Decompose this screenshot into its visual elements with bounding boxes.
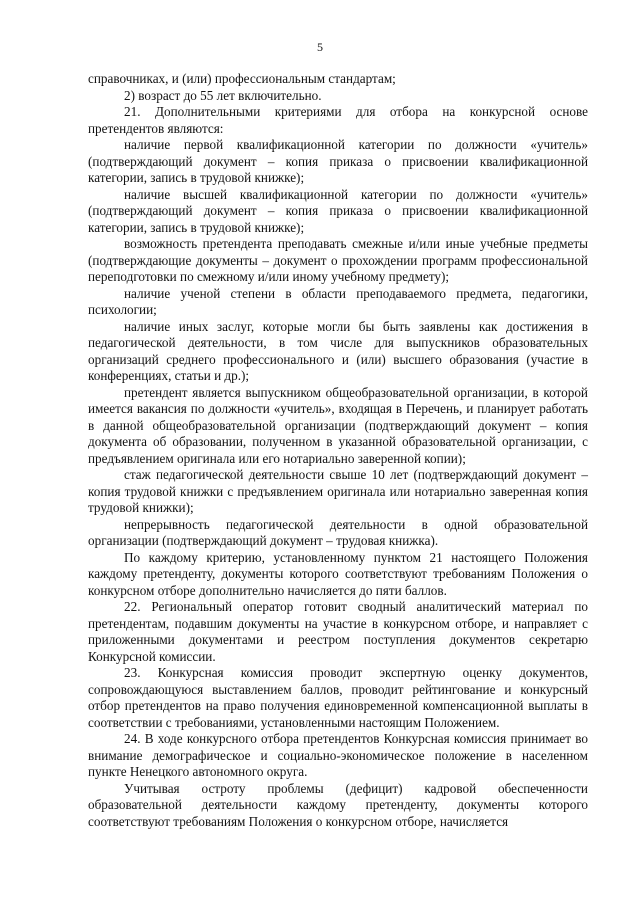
paragraph: По каждому критерию, установленному пунктом 21 настоящего Положения каждому претенденту, документы которого соответствуют требованиям Положения о конкурсном отборе дополнительно начисляется до пяти баллов.	[88, 549, 588, 598]
paragraph: непрерывность педагогической деятельности в одной образовательной организации (подтверждающий документ – трудовая книжка).	[88, 516, 588, 548]
document-body	[88, 71, 588, 830]
paragraph: 24. В ходе конкурсного отбора претендентов Конкурсная комиссия принимает во внимание демографическое и социально-экономическое положение в населенном пункте Ненецкого автономного округа.	[88, 731, 588, 779]
paragraph: наличие ученой степени в области преподаваемого предмета, педагогики, психологии;	[88, 285, 588, 317]
paragraph: справочниках, и (или) профессиональным стандартам;	[88, 71, 396, 86]
paragraph: наличие иных заслуг, которые могли бы быть заявлены как достижения в педагогической деятельности, в том числе для выпускников образовательных организаций среднего профессионального и (или) высшего образования (участие в конференциях, статьи и др.);	[88, 318, 588, 383]
paragraph: наличие высшей квалификационной категории по должности «учитель» (подтверждающий документ – копия приказа о присвоении квалификационной категории, запись в трудовой книжке);	[88, 186, 588, 235]
paragraph: стаж педагогической деятельности свыше 10 лет (подтверждающий документ – копия трудовой книжки с предъявлением оригинала или нотариально заверенная копия трудовой книжки);	[88, 467, 588, 515]
paragraph: 23. Конкурсная комиссия проводит экспертную оценку документов, сопровождающуюся выставлением баллов, проводит рейтингование и конкурсный отбор претендентов на право получения единовременной компенсационной выплаты в соответствии с требованиями, установленными настоящим Положением.	[88, 665, 588, 730]
paragraph: наличие первой квалификационной категории по должности «учитель» (подтверждающий документ – копия приказа о присвоении квалификационной категории, запись в трудовой книжке);	[88, 137, 588, 185]
paragraph: 22. Региональный оператор готовит сводный аналитический материал по претендентам, подавшим документы на участие в конкурсном отборе, и направляет с приложенными документами и реестром поступления документов секретарю Конкурсной комиссии.	[88, 599, 588, 664]
paragraph: Учитывая остроту проблемы (дефицит) кадровой обеспеченности образовательной деятельности каждому претенденту, документы которого соответствуют требованиям Положения о конкурсном отборе, начисляется	[88, 780, 588, 829]
page-number: 5	[317, 40, 323, 54]
paragraph: 21. Дополнительными критериями для отбора на конкурсной основе претендентов являются:	[88, 104, 588, 136]
paragraph: возможность претендента преподавать смежные и/или иные учебные предметы (подтверждающие документы – документ о прохождении программ профессиональной переподготовки по смежному и/или иному учебному предмету);	[88, 236, 588, 284]
paragraph: претендент является выпускником общеобразовательной организации, в которой имеется вакансия по должности «учитель», входящая в Перечень, и планирует работать в данной общеобразовательной организации (подтверждающий документ – копия документа об образовании, полученном в указанной образовательной организации, с предъявлением оригинала или его нотариально заверенной копии);	[88, 384, 588, 466]
paragraph: 2) возраст до 55 лет включительно.	[124, 87, 322, 103]
